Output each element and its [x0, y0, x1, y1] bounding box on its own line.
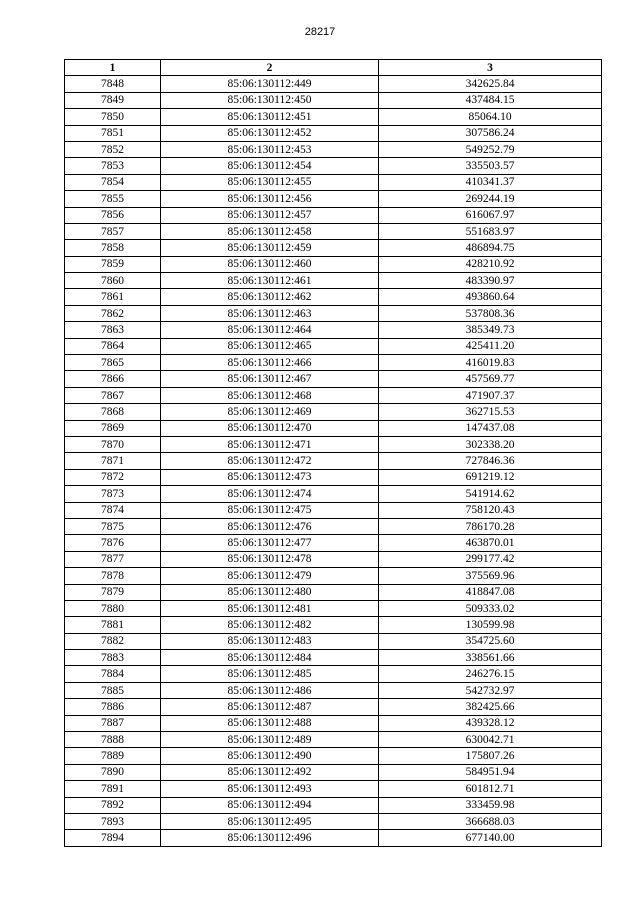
cell-value: 246276.15 [379, 666, 602, 682]
table-row [65, 404, 602, 420]
cell-value: 471907.37 [379, 387, 602, 403]
cell-cadastral-number: 85:06:130112:474 [161, 486, 379, 502]
table-header-row [65, 60, 602, 76]
cell-value: 333459.98 [379, 797, 602, 813]
table-row [65, 305, 602, 321]
column-header-2: 2 [161, 60, 379, 76]
cell-number: 7878 [65, 568, 161, 584]
cell-cadastral-number: 85:06:130112:480 [161, 584, 379, 600]
data-table [64, 59, 602, 847]
table-row [65, 273, 602, 289]
cell-number: 7891 [65, 781, 161, 797]
cell-number: 7852 [65, 141, 161, 157]
cell-number: 7863 [65, 322, 161, 338]
cell-value: 786170.28 [379, 518, 602, 534]
cell-value: 537808.36 [379, 305, 602, 321]
cell-value: 425411.20 [379, 338, 602, 354]
cell-cadastral-number: 85:06:130112:481 [161, 600, 379, 616]
cell-value: 85064.10 [379, 109, 602, 125]
cell-number: 7883 [65, 650, 161, 666]
cell-cadastral-number: 85:06:130112:463 [161, 305, 379, 321]
cell-value: 551683.97 [379, 223, 602, 239]
cell-value: 428210.92 [379, 256, 602, 272]
cell-cadastral-number: 85:06:130112:482 [161, 617, 379, 633]
table-row [65, 584, 602, 600]
cell-number: 7874 [65, 502, 161, 518]
cell-cadastral-number: 85:06:130112:489 [161, 732, 379, 748]
table-row [65, 240, 602, 256]
table-row [65, 535, 602, 551]
cell-cadastral-number: 85:06:130112:493 [161, 781, 379, 797]
cell-cadastral-number: 85:06:130112:477 [161, 535, 379, 551]
cell-value: 758120.43 [379, 502, 602, 518]
table-row [65, 813, 602, 829]
cell-cadastral-number: 85:06:130112:494 [161, 797, 379, 813]
cell-number: 7855 [65, 191, 161, 207]
cell-number: 7894 [65, 830, 161, 846]
cell-number: 7877 [65, 551, 161, 567]
cell-value: 418847.08 [379, 584, 602, 600]
cell-cadastral-number: 85:06:130112:488 [161, 715, 379, 731]
cell-number: 7882 [65, 633, 161, 649]
cell-number: 7865 [65, 355, 161, 371]
table-row [65, 256, 602, 272]
table-row [65, 355, 602, 371]
cell-number: 7887 [65, 715, 161, 731]
cell-value: 691219.12 [379, 469, 602, 485]
table-row [65, 502, 602, 518]
table-row [65, 109, 602, 125]
cell-cadastral-number: 85:06:130112:452 [161, 125, 379, 141]
cell-cadastral-number: 85:06:130112:466 [161, 355, 379, 371]
table-row [65, 92, 602, 108]
table-row [65, 781, 602, 797]
cell-cadastral-number: 85:06:130112:470 [161, 420, 379, 436]
table-row [65, 830, 602, 846]
cell-cadastral-number: 85:06:130112:487 [161, 699, 379, 715]
cell-number: 7862 [65, 305, 161, 321]
cell-cadastral-number: 85:06:130112:462 [161, 289, 379, 305]
table-row [65, 617, 602, 633]
table-row [65, 338, 602, 354]
cell-number: 7888 [65, 732, 161, 748]
cell-number: 7851 [65, 125, 161, 141]
cell-value: 299177.42 [379, 551, 602, 567]
table-row [65, 469, 602, 485]
column-header-3: 3 [379, 60, 602, 76]
cell-number: 7879 [65, 584, 161, 600]
cell-number: 7875 [65, 518, 161, 534]
cell-number: 7857 [65, 223, 161, 239]
table-row [65, 666, 602, 682]
table-row [65, 125, 602, 141]
cell-cadastral-number: 85:06:130112:475 [161, 502, 379, 518]
table-row [65, 453, 602, 469]
cell-number: 7884 [65, 666, 161, 682]
table-row [65, 748, 602, 764]
cell-value: 416019.83 [379, 355, 602, 371]
cell-value: 302338.20 [379, 436, 602, 452]
cell-number: 7871 [65, 453, 161, 469]
cell-value: 362715.53 [379, 404, 602, 420]
cell-number: 7873 [65, 486, 161, 502]
cell-number: 7858 [65, 240, 161, 256]
cell-cadastral-number: 85:06:130112:460 [161, 256, 379, 272]
table-row [65, 682, 602, 698]
table-row [65, 600, 602, 616]
cell-value: 130599.98 [379, 617, 602, 633]
cell-number: 7849 [65, 92, 161, 108]
cell-value: 375569.96 [379, 568, 602, 584]
table-row [65, 764, 602, 780]
cell-number: 7856 [65, 207, 161, 223]
cell-value: 486894.75 [379, 240, 602, 256]
cell-value: 385349.73 [379, 322, 602, 338]
cell-cadastral-number: 85:06:130112:467 [161, 371, 379, 387]
table-row [65, 568, 602, 584]
cell-number: 7886 [65, 699, 161, 715]
cell-value: 457569.77 [379, 371, 602, 387]
table-row [65, 387, 602, 403]
cell-cadastral-number: 85:06:130112:471 [161, 436, 379, 452]
cell-number: 7868 [65, 404, 161, 420]
cell-value: 549252.79 [379, 141, 602, 157]
cell-cadastral-number: 85:06:130112:456 [161, 191, 379, 207]
cell-value: 410341.37 [379, 174, 602, 190]
cell-cadastral-number: 85:06:130112:450 [161, 92, 379, 108]
cell-value: 541914.62 [379, 486, 602, 502]
cell-number: 7872 [65, 469, 161, 485]
column-header-1: 1 [65, 60, 161, 76]
cell-cadastral-number: 85:06:130112:472 [161, 453, 379, 469]
cell-value: 147437.08 [379, 420, 602, 436]
cell-value: 338561.66 [379, 650, 602, 666]
cell-cadastral-number: 85:06:130112:484 [161, 650, 379, 666]
cell-number: 7850 [65, 109, 161, 125]
page-number: 28217 [304, 26, 336, 38]
cell-number: 7859 [65, 256, 161, 272]
cell-number: 7880 [65, 600, 161, 616]
cell-number: 7876 [65, 535, 161, 551]
cell-number: 7861 [65, 289, 161, 305]
table-row [65, 191, 602, 207]
table-row [65, 715, 602, 731]
cell-value: 483390.97 [379, 273, 602, 289]
cell-value: 584951.94 [379, 764, 602, 780]
cell-number: 7892 [65, 797, 161, 813]
cell-cadastral-number: 85:06:130112:464 [161, 322, 379, 338]
table-row [65, 158, 602, 174]
table-row [65, 420, 602, 436]
cell-cadastral-number: 85:06:130112:486 [161, 682, 379, 698]
cell-cadastral-number: 85:06:130112:455 [161, 174, 379, 190]
table-row [65, 289, 602, 305]
cell-cadastral-number: 85:06:130112:490 [161, 748, 379, 764]
table-row [65, 486, 602, 502]
cell-cadastral-number: 85:06:130112:496 [161, 830, 379, 846]
table-row [65, 76, 602, 92]
table-row [65, 174, 602, 190]
cell-value: 630042.71 [379, 732, 602, 748]
cell-value: 307586.24 [379, 125, 602, 141]
cell-cadastral-number: 85:06:130112:465 [161, 338, 379, 354]
cell-cadastral-number: 85:06:130112:459 [161, 240, 379, 256]
cell-number: 7870 [65, 436, 161, 452]
cell-number: 7854 [65, 174, 161, 190]
cell-value: 269244.19 [379, 191, 602, 207]
table-row [65, 371, 602, 387]
cell-value: 463870.01 [379, 535, 602, 551]
cell-cadastral-number: 85:06:130112:454 [161, 158, 379, 174]
cell-value: 542732.97 [379, 682, 602, 698]
cell-value: 382425.66 [379, 699, 602, 715]
cell-number: 7848 [65, 76, 161, 92]
table-row [65, 436, 602, 452]
cell-cadastral-number: 85:06:130112:451 [161, 109, 379, 125]
cell-cadastral-number: 85:06:130112:457 [161, 207, 379, 223]
table-row [65, 633, 602, 649]
cell-value: 342625.84 [379, 76, 602, 92]
table-row [65, 518, 602, 534]
cell-number: 7867 [65, 387, 161, 403]
cell-value: 601812.71 [379, 781, 602, 797]
cell-value: 366688.03 [379, 813, 602, 829]
cell-number: 7864 [65, 338, 161, 354]
cell-value: 509333.02 [379, 600, 602, 616]
cell-cadastral-number: 85:06:130112:468 [161, 387, 379, 403]
table-row [65, 650, 602, 666]
cell-number: 7860 [65, 273, 161, 289]
cell-cadastral-number: 85:06:130112:485 [161, 666, 379, 682]
cell-value: 335503.57 [379, 158, 602, 174]
cell-value: 437484.15 [379, 92, 602, 108]
table-row [65, 551, 602, 567]
cell-value: 439328.12 [379, 715, 602, 731]
cell-cadastral-number: 85:06:130112:483 [161, 633, 379, 649]
cell-value: 493860.64 [379, 289, 602, 305]
cell-number: 7881 [65, 617, 161, 633]
cell-value: 727846.36 [379, 453, 602, 469]
cell-cadastral-number: 85:06:130112:469 [161, 404, 379, 420]
cell-number: 7885 [65, 682, 161, 698]
cell-number: 7893 [65, 813, 161, 829]
cell-number: 7853 [65, 158, 161, 174]
cell-cadastral-number: 85:06:130112:473 [161, 469, 379, 485]
cell-number: 7869 [65, 420, 161, 436]
cell-cadastral-number: 85:06:130112:479 [161, 568, 379, 584]
cell-cadastral-number: 85:06:130112:492 [161, 764, 379, 780]
table-row [65, 207, 602, 223]
cell-cadastral-number: 85:06:130112:495 [161, 813, 379, 829]
cell-cadastral-number: 85:06:130112:478 [161, 551, 379, 567]
table-row [65, 322, 602, 338]
table-row [65, 223, 602, 239]
cell-value: 354725.60 [379, 633, 602, 649]
cell-cadastral-number: 85:06:130112:476 [161, 518, 379, 534]
cell-cadastral-number: 85:06:130112:449 [161, 76, 379, 92]
table-row [65, 732, 602, 748]
table-row [65, 141, 602, 157]
cell-value: 677140.00 [379, 830, 602, 846]
cell-value: 616067.97 [379, 207, 602, 223]
cell-number: 7889 [65, 748, 161, 764]
table-row [65, 699, 602, 715]
cell-number: 7890 [65, 764, 161, 780]
cell-number: 7866 [65, 371, 161, 387]
cell-cadastral-number: 85:06:130112:461 [161, 273, 379, 289]
cell-cadastral-number: 85:06:130112:453 [161, 141, 379, 157]
table-body [65, 76, 602, 846]
cell-value: 175807.26 [379, 748, 602, 764]
table-row [65, 797, 602, 813]
cell-cadastral-number: 85:06:130112:458 [161, 223, 379, 239]
